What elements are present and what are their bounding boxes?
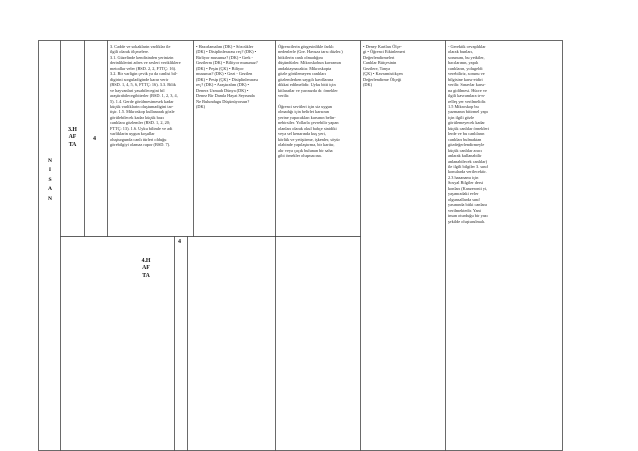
week3-label: 3.H AF TA bbox=[68, 127, 77, 148]
materials-text: • Deney Kartları Ölçe- gi • Öğrenci Etkinlemeri Değerlendirmeleri Canlılar Bütçesinin Gezilere, Tanya (ÇK) • Kavramistikçen Değerlendirme Ölçeği (DK) bbox=[363, 44, 406, 88]
learning-outcomes-text: 3. Cadde ve sokaklarin varliklar ile ilgili olarak ölçmelere. 3.1. Güzelinde kendisinden yerinizin derinliklerini adres ve sesleri verikliklere metodlar veler (BSD. 2, 2, FTTÇ: 16). 3.2. Bir varligin çevik ya da canlisi bil- digirini sorguladiginde karar verir (BSD. 1, 4, 5, 6, FTTÇ: 16). 3.3. Bilik ve hayvanlari yasabilecegini bil araştirabilecegibiterler (BSD. 1, 2, 3, 4, 5). 1.4. Gerde görülmesimesek kadar küçük varliklarin oluştumadigini tar- tişir. 1.5. Mikroskop kullanarak gözle görülebilecek kadar küçük bazı canlılara gözlemler (BSD. 1, 2, 20; FTTÇ: 13). 1.6. Uyku bilimle ve adi varliklarin uygun koşullar oluşturgunda canlı türleri olduğu görebilgiyi olamaz rapor (BSD. 7). bbox=[110, 44, 181, 148]
month-label: N I S A N bbox=[47, 158, 53, 202]
week4-label: 4.H AF TA bbox=[141, 258, 151, 279]
evaluation-text: - Gerektik cevaplıklar olarak bunları, sorunum, bu yetkiler, bacılarının, yapılı canlıların, yolugeldi verebiliriz, sorunu ve bilgisine karsı-etdiri verilir. Sınavlar karsı- na gidilmesi. Hücre ve ilgili kavramlara tr-n- relleş yer verilmelidir. 1.5 Mikroskop bu yazmanın bitirmel yapı için ilgili gözle görülemeyecek kadar küçük canlılar örnekleri lerde ve bu canlıların canlıları bulmaktan gözdeğerlendirmeyle küçük canlılar aracı anlarak kullanabilir anlanabilecek canlılar) ile ilgili bilgiler 3. sınıf konularda verilecektir. 2.3 hazanamı için Sosyal Bilgiler dersi konları (Kanzeronii yi, yaşımızdaki evler olgunsallarda sınıf yasınında bitki canlara verilmektedir. Yani insan oturduğu bir yazı şekilde oluşturulmalı. bbox=[448, 44, 490, 224]
activities-text: • Hazırlamalım (DK) • Sözcükler (DK) • Disiplinlerarası reç? (DK) • Birliyor musunuz? (DK) • Grek - Gezilerm (DK) • Bilityor musunuz? (DK) • Peşin (ÇK) • Biliyor musunuz? (DK) • Gezi - Gezilen (DK) • Pesip (ÇK) • Disiplinlerarası reç? (DK) • Araştıralım (DK) • Denerz Uzmadı Dünya (DK) • Denez Bir Damla Hayat Seyrunda Ne Bulundugu Düşünüyorsun? (DK) bbox=[196, 44, 259, 109]
week4-hours: 4 bbox=[178, 239, 181, 245]
methods-text: Öğrencilerin görgesinlikle farklı nedenlerle (Gre. Havuza tarsı düzler.) bitkilerin canlı olmadığını düşündürler. Mikroskobun kavramın andaktaynacaktır. Mikroskopta gözle görülemeyen canlıları gözlemlerken saygılı kavdlarına dikkat edilmelidir. Uyku bitti için kitlaratlar ve yarınızda dr. örnekler verilir. Öğrenci sevitleri için siz uygun olmadığı için belirlet karsının yerine yapacakları karsının belin- nebirsiler. Yollarla çevrebilir yapan olanları olarak okul bahçe sinidiki veya sel kenarında kuş yeri, körlük ve yetiştirme, işkenler, söyür olabinde yapılaştırma, bir karttır, alır veya çaçık bulunan bir saha gibi örnekler oluşmacına. bbox=[278, 44, 343, 159]
week3-hours: 4 bbox=[93, 136, 96, 142]
